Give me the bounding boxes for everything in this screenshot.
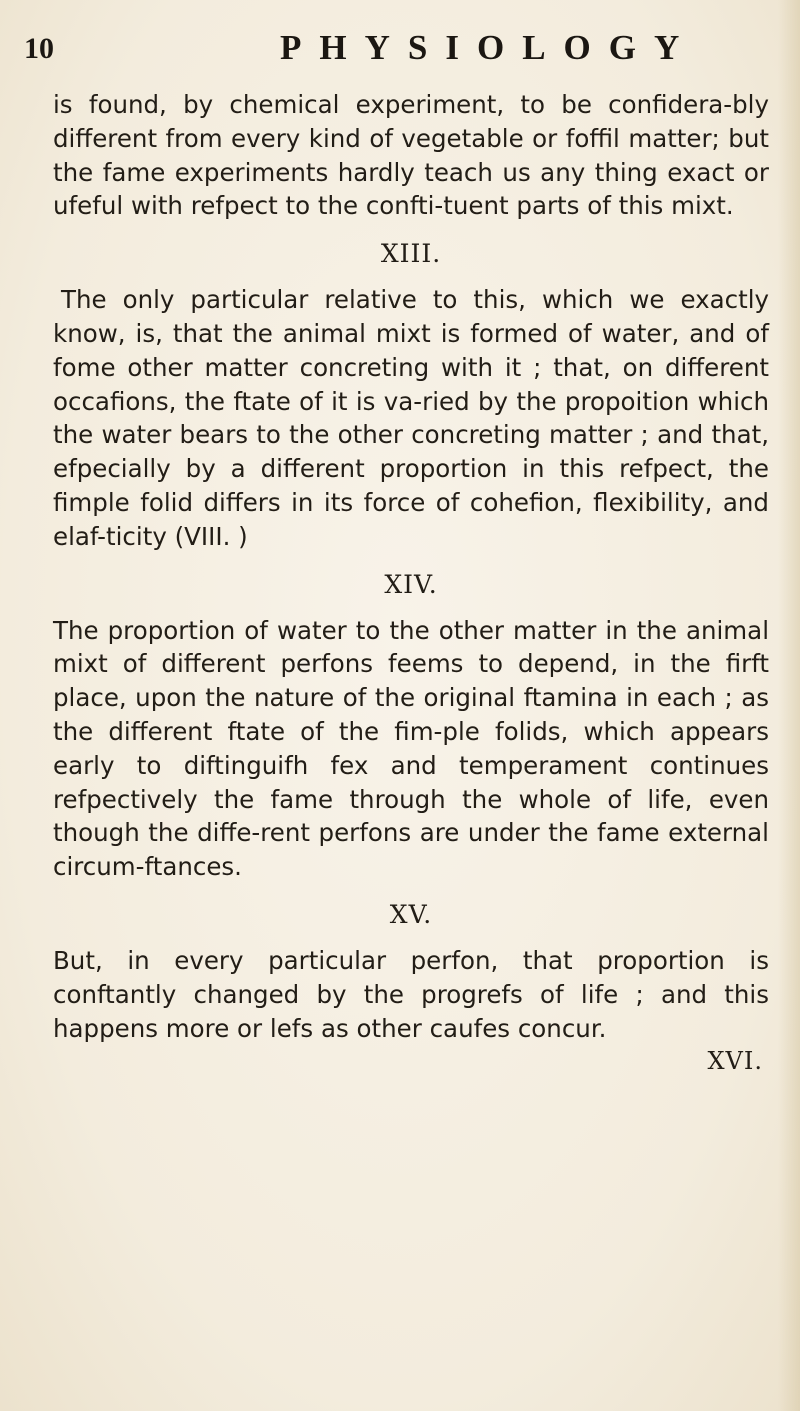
paragraph-xiv: The proportion of water to the other matter in the animal mixt of different perfons feems to depend, in the firft place, upon the nature of the original ftamina in each ; as the different ftate of the fim-ple folids, which appears early to diftinguifh fex and temperament continues refpectively the fame through the whole of life, even though the diffe-rent perfons are under the fame external circum-ftances.	[53, 615, 769, 882]
running-title: PHYSIOLOGY	[280, 28, 698, 67]
catchword: XVI.	[707, 1047, 763, 1076]
paragraph-continued: is found, by chemical experiment, to be confidera-bly different from every kind of vegetable or foffil matter; but the fame experiments hardly teach us any thing exact or ufeful with refpect to the confti-tuent parts of this mixt.	[53, 90, 769, 221]
paragraph-xiii: The only particular relative to this, which we exactly know, is, that the animal mixt is formed of water, and of fome other matter concreting with it ; that, on different occafions, the ftate of it is va-ried by the propoition which the water bears to the other concreting matter ; and that, efpecially by a different proportion in this refpect, the fimple folid differs in its force of cohefion, flexibility, and elaf-ticity (VIII. )	[53, 285, 769, 551]
body-text	[53, 88, 769, 1078]
section-heading-xv: XV.	[389, 899, 433, 929]
paragraph-xv: But, in every particular perfon, that proportion is conftantly changed by the progrefs of life ; and this happens more or lefs as other caufes concur.	[53, 945, 769, 1043]
running-head	[24, 28, 784, 80]
section-heading-xiii: XIII.	[380, 239, 442, 269]
section-heading-xiv: XIV.	[384, 569, 438, 599]
page-number: 10	[24, 32, 54, 65]
